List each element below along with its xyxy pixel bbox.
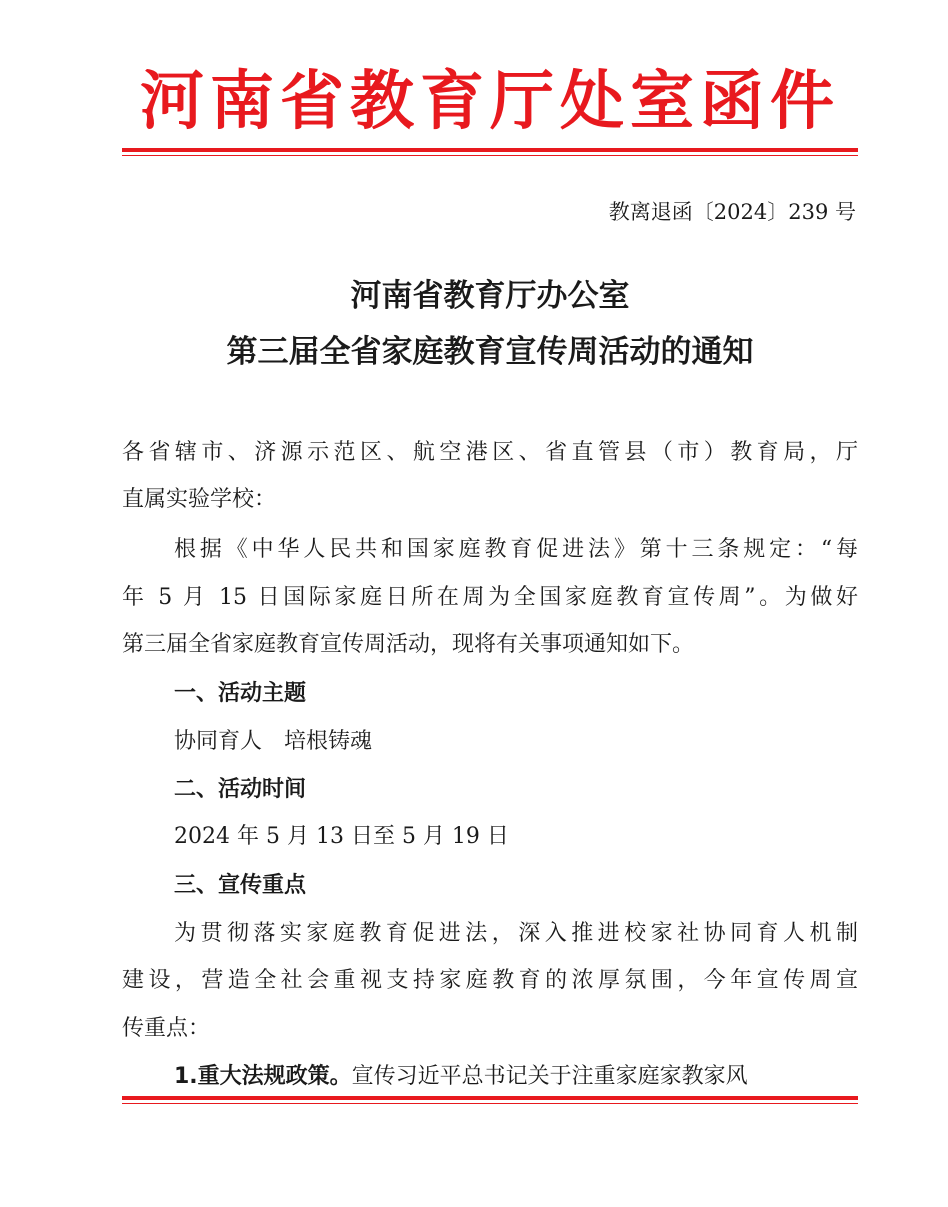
document-title-line-2: 第三届全省家庭教育宣传周活动的通知 (226, 334, 754, 370)
document-title-line-1: 河南省教育厅办公室 (350, 278, 630, 314)
section-3-heading: 三、宣传重点 (174, 873, 307, 898)
document-number: 教离退函〔2024〕239 号 (608, 200, 856, 224)
item-1-line (174, 1062, 858, 1092)
footer-rule-thin (122, 1103, 858, 1104)
section-2-heading: 二、活动时间 (174, 777, 307, 802)
section-3-line-1: 为贯彻落实家庭教育促进法，深入推进校家社协同育人机制 (174, 921, 858, 946)
masthead-title: 河南省教育厅处室函件 (140, 65, 840, 139)
item-1-label: 1.重大法规政策。 (174, 1064, 352, 1089)
section-3-line-2: 建设，营造全社会重视支持家庭教育的浓厚氛围，今年宣传周宣 (122, 968, 858, 993)
section-1-heading: 一、活动主题 (174, 681, 307, 706)
masthead-rule-thin (122, 155, 858, 156)
footer-rule-thick (122, 1096, 858, 1100)
section-3-line-3: 传重点： (122, 1016, 211, 1041)
intro-line-3: 第三届全省家庭教育宣传周活动，现将有关事项通知如下。 (122, 632, 695, 657)
addressee-line-2: 直属实验学校： (122, 487, 277, 512)
intro-line-1: 根据《中华人民共和国家庭教育促进法》第十三条规定：“每 (174, 537, 858, 562)
addressee-line-1: 各省辖市、济源示范区、航空港区、省直管县（市）教育局，厅 (122, 440, 858, 465)
item-1-text: 宣传习近平总书记关于注重家庭家教家风 (351, 1064, 748, 1089)
section-1-content: 协同育人 培根铸魂 (174, 729, 373, 754)
masthead-rule-thick (122, 148, 858, 152)
intro-line-2: 年 5 月 15 日国际家庭日所在周为全国家庭教育宣传周”。为做好 (122, 585, 858, 610)
section-2-content: 2024 年 5 月 13 日至 5 月 19 日 (174, 824, 509, 849)
